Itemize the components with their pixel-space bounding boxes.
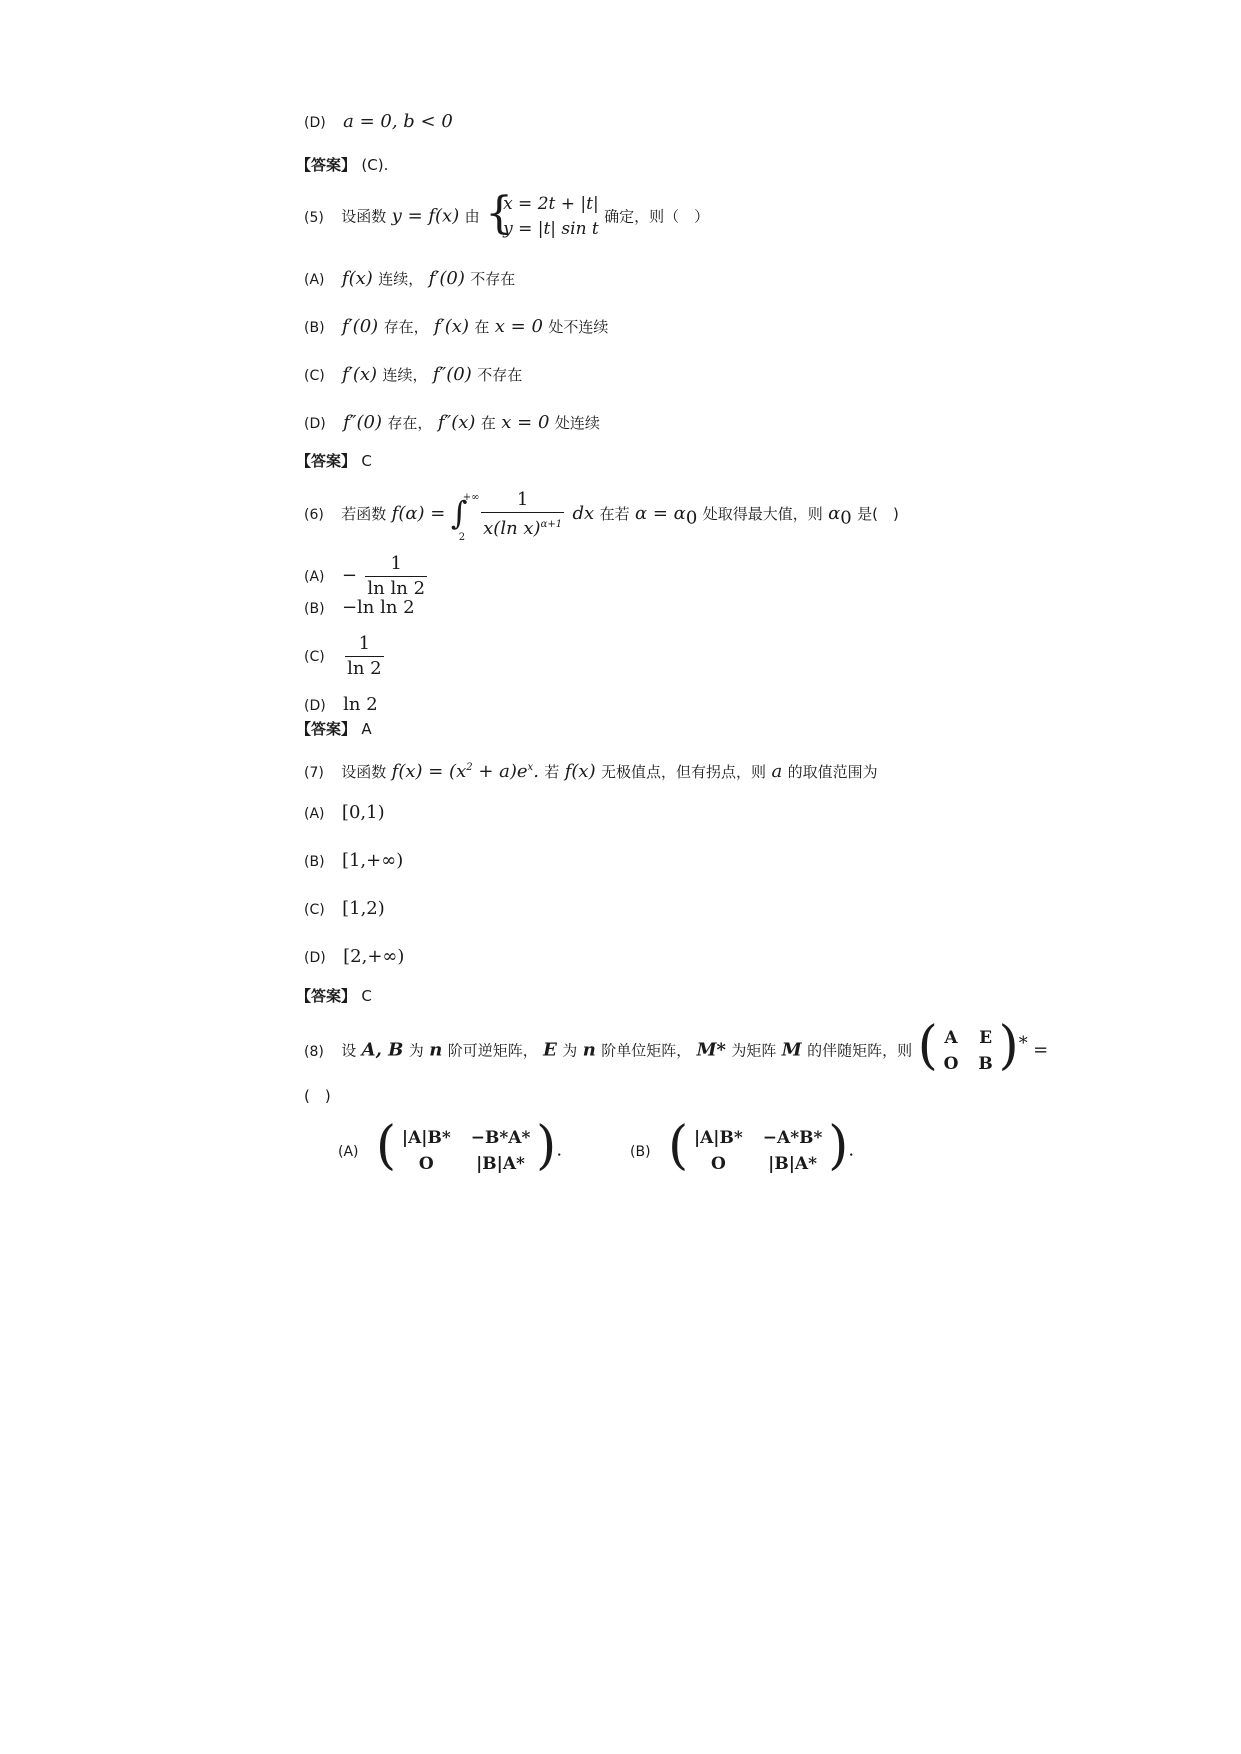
stem-text: 是( ): [857, 505, 899, 523]
option-label: (C): [304, 649, 325, 665]
integral-upper-limit: +∞: [462, 491, 480, 503]
math-expr: f″(0): [343, 412, 383, 433]
option-text: [0,1): [341, 802, 385, 823]
subscript: 0: [840, 507, 852, 529]
option-label: (B): [304, 320, 325, 336]
matrix-cell: |A|B*: [401, 1128, 451, 1148]
math-expr: f″(0): [432, 364, 472, 385]
math-expr: f(x): [564, 761, 596, 782]
option-text: [1,2): [342, 898, 385, 919]
q8-paren: [304, 1085, 331, 1107]
q7-answer: [296, 985, 372, 1007]
fraction-numerator: 1: [345, 632, 384, 657]
option-fraction: [365, 552, 427, 601]
option-text: 存在，: [383, 318, 429, 336]
integral-lower-limit: 2: [458, 531, 466, 543]
option-text: [1,+∞): [341, 850, 404, 871]
option-matrix: [667, 1116, 849, 1177]
option-label: (C): [304, 902, 325, 918]
math-expr: M*: [696, 1039, 726, 1061]
option-text: 不存在: [470, 270, 516, 288]
option-label: (D): [304, 416, 326, 432]
expr-part: + a)e: [472, 761, 528, 782]
q7-option-a: [304, 802, 385, 825]
matrix-cell: B: [978, 1054, 993, 1074]
fraction-denominator: [481, 513, 564, 541]
math-expr: x = 0: [494, 316, 543, 337]
stem-text: 的伴随矩阵，则: [807, 1041, 913, 1060]
period: .: [848, 1139, 855, 1161]
function-expr: [392, 761, 539, 782]
stem-text: 为: [408, 1041, 424, 1060]
option-text: 在: [480, 414, 496, 432]
q4-answer: [296, 154, 388, 176]
math-expr: f(x): [341, 268, 373, 289]
matrix-cell: A: [944, 1028, 958, 1048]
q4-option-d: [304, 111, 453, 134]
math-expr: f′(x): [434, 316, 469, 337]
option-text: 在: [474, 318, 490, 336]
denominator-base: x(ln x): [483, 518, 541, 539]
matrix-cell: |B|A*: [476, 1154, 525, 1174]
differential: dx: [572, 503, 595, 524]
q5-answer: [296, 450, 372, 472]
minus-sign: −: [341, 565, 358, 586]
q5-option-a: [304, 268, 515, 291]
matrix-cell: O: [943, 1054, 959, 1074]
option-label: (D): [304, 115, 326, 131]
answer-value: C: [361, 452, 372, 470]
math-expr: n: [429, 1039, 443, 1061]
stem-text: 确定，则（ ）: [604, 207, 710, 226]
stem-text: 由: [464, 207, 480, 226]
period: .: [556, 1139, 563, 1161]
q8-option-b: [630, 1116, 855, 1177]
math-expr: E: [543, 1039, 557, 1061]
option-label: (A): [304, 569, 325, 585]
option-label: (A): [304, 806, 325, 822]
q5-option-b: [304, 316, 608, 339]
option-text: 处连续: [554, 414, 600, 432]
left-paren: (: [667, 1116, 689, 1176]
stem-text: 若函数: [341, 505, 387, 523]
function-expr: f(α) =: [391, 503, 446, 524]
option-text: 处不连续: [548, 318, 609, 336]
stem-text: 阶单位矩阵，: [601, 1041, 692, 1060]
stem-text: 无极值点，但有拐点，则: [601, 763, 767, 781]
math-expr: f′(0): [428, 268, 465, 289]
option-text: 存在，: [387, 414, 433, 432]
question-number: (8): [304, 1043, 324, 1060]
answer-value: (C).: [361, 156, 389, 174]
stem-text: 设: [341, 1041, 357, 1060]
option-text: −ln ln 2: [341, 597, 415, 618]
answer-label: 【答案】: [296, 720, 357, 738]
matrix-cell: O: [710, 1154, 726, 1174]
matrix-cell: |B|A*: [768, 1154, 817, 1174]
brace-symbol: {: [485, 188, 514, 239]
option-text: ln 2: [343, 694, 378, 715]
answer-paren: ( ): [304, 1087, 331, 1105]
answer-value: C: [361, 987, 372, 1005]
q7-option-c: [304, 898, 385, 921]
math-expr: f′(x): [342, 364, 378, 385]
stem-text: 若: [544, 763, 560, 781]
stem-text: 的取值范围为: [787, 763, 878, 781]
q7-option-d: [304, 946, 404, 969]
option-text: 不存在: [477, 366, 523, 384]
q6-option-c: [304, 632, 387, 681]
option-label: (B): [304, 601, 325, 617]
fraction-numerator: 1: [481, 488, 564, 513]
expr-part: f(x) = (x: [391, 761, 467, 782]
exponent: x: [527, 762, 534, 773]
matrix-cell: O: [418, 1154, 434, 1174]
question-number: (6): [304, 507, 324, 523]
q7-option-b: [304, 850, 403, 873]
function-expr: y = f(x): [391, 205, 460, 227]
question-number: (5): [304, 209, 324, 226]
option-label: (B): [630, 1143, 651, 1160]
math-expr: f″(x): [437, 412, 476, 433]
option-fraction: [345, 632, 384, 681]
left-paren: (: [375, 1116, 397, 1176]
stem-text: 为矩阵: [731, 1041, 777, 1060]
condition-expr: α = α: [635, 503, 686, 524]
answer-label: 【答案】: [296, 156, 357, 174]
option-label: (C): [304, 368, 325, 384]
option-text: a = 0, b < 0: [343, 111, 453, 132]
option-text: 连续，: [378, 270, 424, 288]
option-label: (A): [304, 272, 325, 288]
stem-text: 阶可逆矩阵，: [447, 1041, 538, 1060]
option-text: 连续，: [382, 366, 428, 384]
q6-option-a: [304, 552, 430, 601]
q7-stem: [304, 757, 878, 784]
stem-text: 在若: [599, 505, 630, 523]
integral-symbol: ∫ +∞ 2: [451, 493, 473, 537]
matrix-cell: −B*A*: [470, 1128, 531, 1148]
stem-text: 设函数: [341, 207, 387, 226]
right-paren: ): [998, 1016, 1019, 1076]
q6-answer: [296, 718, 372, 740]
q6-option-d: [304, 694, 378, 717]
block-matrix: [917, 1016, 1019, 1077]
option-label: (D): [304, 698, 326, 714]
fraction-numerator: 1: [365, 552, 427, 577]
right-paren: ): [536, 1116, 557, 1176]
variable-a: a: [771, 761, 783, 782]
fraction-denominator: ln ln 2: [367, 578, 426, 599]
option-label: (A): [338, 1143, 359, 1160]
right-paren: ): [828, 1116, 849, 1176]
system-row-1: x = 2t + |t|: [503, 194, 599, 214]
q5-option-d: [304, 412, 600, 435]
q5-option-c: [304, 364, 522, 387]
q6-option-b: [304, 597, 415, 620]
math-expr: n: [582, 1039, 596, 1061]
q5-stem: [304, 188, 710, 242]
math-expr: A, B: [361, 1039, 404, 1061]
matrix-cell: |A|B*: [693, 1128, 743, 1148]
stem-text: 为: [562, 1041, 578, 1060]
expr-part: .: [533, 761, 539, 782]
matrix-cell: E: [979, 1028, 993, 1048]
answer-label: 【答案】: [296, 987, 357, 1005]
integrand-fraction: [481, 488, 564, 541]
alpha-symbol: α: [828, 503, 841, 524]
q8-option-a: [338, 1116, 563, 1177]
math-expr: f′(0): [341, 316, 379, 337]
option-matrix: [375, 1116, 557, 1177]
matrix-cell: −A*B*: [762, 1128, 823, 1148]
stem-text: 设函数: [341, 763, 387, 781]
exponent: 2: [466, 762, 473, 773]
math-expr: x = 0: [501, 412, 550, 433]
q8-stem: [304, 1016, 1049, 1077]
math-expr: M: [781, 1039, 802, 1061]
answer-label: 【答案】: [296, 452, 357, 470]
left-paren: (: [917, 1016, 938, 1076]
stem-text: 处取得最大值，则: [702, 505, 823, 523]
adjoint-star: *: [1018, 1032, 1028, 1054]
question-number: (7): [304, 765, 324, 781]
denominator-exponent: α+1: [540, 519, 563, 530]
option-label: (B): [304, 854, 325, 870]
system-row-2: y = |t| sin t: [503, 219, 599, 239]
subscript: 0: [685, 507, 698, 529]
option-label: (D): [304, 950, 326, 966]
answer-value: A: [361, 720, 372, 738]
q6-stem: [304, 488, 899, 541]
fraction-denominator: ln 2: [347, 658, 382, 679]
equals-sign: =: [1033, 1039, 1049, 1061]
parametric-system: [485, 188, 599, 242]
option-text: [2,+∞): [343, 946, 405, 967]
